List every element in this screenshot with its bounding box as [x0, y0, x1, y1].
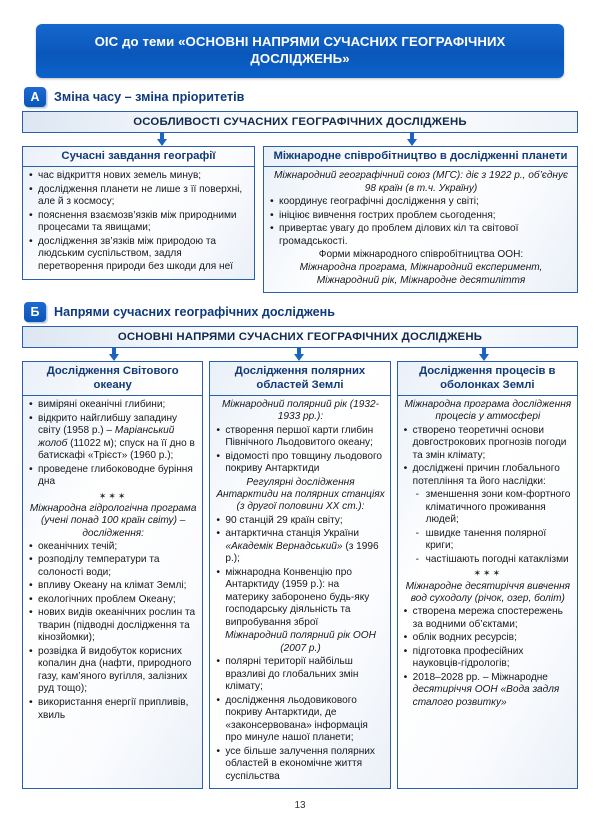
list-item: • досліджені причин глобального потепління та його наслідки:	[404, 463, 572, 488]
list-item: • 90 станцій 29 країн світу;	[216, 515, 384, 528]
section-b-header	[24, 302, 578, 322]
decade-italic: десятиріччя ООН «Вода задля сталого розвитку»	[412, 684, 560, 708]
list-item: • міжнародна Конвенцію про Антарктиду (1959 р.): на материку заборонено будь-яку господарську діяльність та випробування зброї	[216, 567, 384, 630]
section-b-band: ОСНОВНІ НАПРЯМИ СУЧАСНИХ ГЕОГРАФІЧНИХ ДОСЛІДЖЕНЬ	[22, 326, 578, 348]
cooperation-forms-text: Міжнародна програма, Міжнародний експеримент, Міжнародний рік, Міжнародне десятиліття	[299, 262, 543, 286]
panel-modern-tasks-head: Сучасні завдання географії	[23, 147, 254, 168]
shells-list-2	[404, 606, 572, 709]
list-item: • нових видів океанічних рослин та тварин (підводні дослідження та кінозйомки);	[29, 607, 197, 645]
polar-lead-3: Міжнародний полярний рік ООН (2007 р.)	[225, 630, 376, 654]
column-earth-shells	[397, 361, 578, 789]
polar-list-3	[216, 656, 384, 783]
list-item: • відкрито найглибшу западину світу (1958 р.) – Маріанський жолоб (11022 м); спуск на її дно в батискафі «Трієст» (1960 р.);	[29, 413, 197, 463]
polar-lead-1: Міжнародний полярний рік (1932-1933 рр.):	[221, 399, 379, 423]
polar-list-1	[216, 425, 384, 476]
decade-plain: 2018–2028 рр. – Міжнародне	[412, 671, 548, 683]
cooperation-forms-title: Форми міжнародного співробітництва ООН:	[318, 249, 524, 261]
list-item: • океанічних течій;	[29, 541, 197, 554]
list-item: • впливу Океану на клімат Землі;	[29, 580, 197, 593]
list-item: • дослідження зв’язків між природою та людським суспільством, задля перетворення природи без шкоди для неї	[29, 236, 249, 274]
list-item: • дослідження планети не лише з її поверхні, але й з космосу;	[29, 184, 249, 209]
list-item: • виміряні океанічні глибини;	[29, 399, 197, 412]
list-item: • розвідка й видобуток корисних копалин дна (нафти, природного газу, кам’яного вугілля, залізних руд тощо);	[29, 646, 197, 696]
section-a-header	[24, 87, 578, 107]
separator-stars: ✶✶✶	[98, 490, 128, 501]
list-item: • час відкриття нових земель минув;	[29, 170, 249, 183]
arrow-down-icon	[109, 348, 119, 361]
column-world-ocean	[22, 361, 203, 789]
arrow-down-icon	[479, 348, 489, 361]
list-item: • екологічних проблем Океану;	[29, 594, 197, 607]
shells-list-1	[404, 425, 572, 489]
section-a-band: ОСОБЛИВОСТІ СУЧАСНИХ ГЕОГРАФІЧНИХ ДОСЛІДЖЕНЬ	[22, 111, 578, 133]
list-item: • дослідження льодовикового покриву Антарктиди, де «законсервована» інформація про минуле нашої планети;	[216, 695, 384, 745]
list-item: - швидке танення полярної криги;	[416, 528, 572, 553]
ocean-list-2	[29, 541, 197, 722]
arrow-down-icon	[157, 133, 167, 146]
list-item: • координує географічні дослідження у світі;	[270, 196, 572, 209]
list-item: • створено теоретичні основи довгострокових прогнозів погоди та змін клімату;	[404, 425, 572, 463]
panel-international-cooperation-head: Міжнародне співробітництво в дослідженні планети	[264, 147, 577, 168]
panel-international-cooperation	[263, 146, 578, 293]
section-b-columns	[22, 361, 578, 789]
list-item: • відомості про товщину льодового покриву Антарктиди	[216, 451, 384, 476]
section-b-arrows	[22, 348, 578, 361]
list-item: - частішають погодні катаклізми	[416, 554, 572, 567]
section-b-title: Напрями сучасних географічних досліджень	[54, 305, 336, 320]
list-item: • розподілу температури та солоності води;	[29, 554, 197, 579]
section-b-badge: Б	[24, 302, 46, 322]
list-item: • привертає увагу до проблем ділових кіл та світової громадськості.	[270, 223, 572, 248]
list-item: • полярні території найбільш вразливі до глобальних змін клімату;	[216, 656, 384, 694]
list-item: • використання енергії припливів, хвиль	[29, 697, 197, 722]
column-polar-regions	[209, 361, 390, 789]
ocean-list-1	[29, 399, 197, 489]
cooperation-list	[270, 196, 572, 248]
panel-modern-tasks	[22, 146, 255, 293]
column-earth-shells-head: Дослідження процесів в оболонках Землі	[398, 362, 577, 396]
list-item: • антарктична станція України «Академік Вернадський» (з 1996 р.);	[216, 528, 384, 566]
list-item: • підготовка професійних науковців-гідрологів;	[404, 646, 572, 671]
list-item	[404, 672, 572, 710]
ocean-lead-2: Міжнародна гідрологічна програма (учені понад 100 країн світу) – дослідження:	[29, 502, 197, 539]
page-title: ОІС до теми «ОСНОВНІ НАПРЯМИ СУЧАСНИХ ГЕОГРАФІЧНИХ ДОСЛІДЖЕНЬ»	[36, 24, 564, 78]
list-item: - зменшення зони ком-фортного кліматичного проживання людей;	[416, 489, 572, 527]
column-world-ocean-head: Дослідження Світового океану	[23, 362, 202, 396]
list-item: • облік водних ресурсів;	[404, 632, 572, 645]
panel-modern-tasks-list	[29, 170, 249, 273]
list-item: • пояснення взаємозв’язків між природними процесами та явищами;	[29, 210, 249, 235]
page-number: 13	[294, 800, 306, 811]
polar-list-2	[216, 515, 384, 630]
section-a-panels	[22, 146, 578, 293]
shells-lead-2: Міжнародне десятиріччя вивчення вод суходолу (річок, озер, боліт)	[405, 580, 571, 604]
list-item: • створення першої карти глибин Північного Льодовитого океану;	[216, 425, 384, 450]
list-item: • усе більше залучення полярних областей в економічне життя суспільства	[216, 746, 384, 784]
cooperation-lead: Міжнародний географічний союз (МГС): діє з 1922 р., об’єднує 98 країн (в т.ч. Україну)	[274, 170, 568, 194]
section-a-badge: А	[24, 87, 46, 107]
list-item: • проведене глибоководне буріння дна	[29, 464, 197, 489]
polar-lead-2: Регулярні дослідження Антарктиди на полярних станціях (з другої половини XX ст.):	[216, 476, 385, 513]
separator-stars: ✶✶✶	[473, 568, 503, 579]
list-item: • створена мережа спостережень за водними об’єктами;	[404, 606, 572, 631]
shells-lead-1: Міжнародна програма дослідження процесів у атмосфері	[404, 399, 572, 423]
section-a-title: Зміна часу – зміна пріоритетів	[54, 89, 245, 104]
column-polar-regions-head: Дослідження полярних областей Землі	[210, 362, 389, 396]
section-a-arrows	[22, 133, 578, 146]
arrow-down-icon	[294, 348, 304, 361]
arrow-down-icon	[407, 133, 417, 146]
list-item: • ініціює вивчення гострих проблем сьогодення;	[270, 210, 572, 223]
shells-sub-list	[404, 489, 572, 566]
